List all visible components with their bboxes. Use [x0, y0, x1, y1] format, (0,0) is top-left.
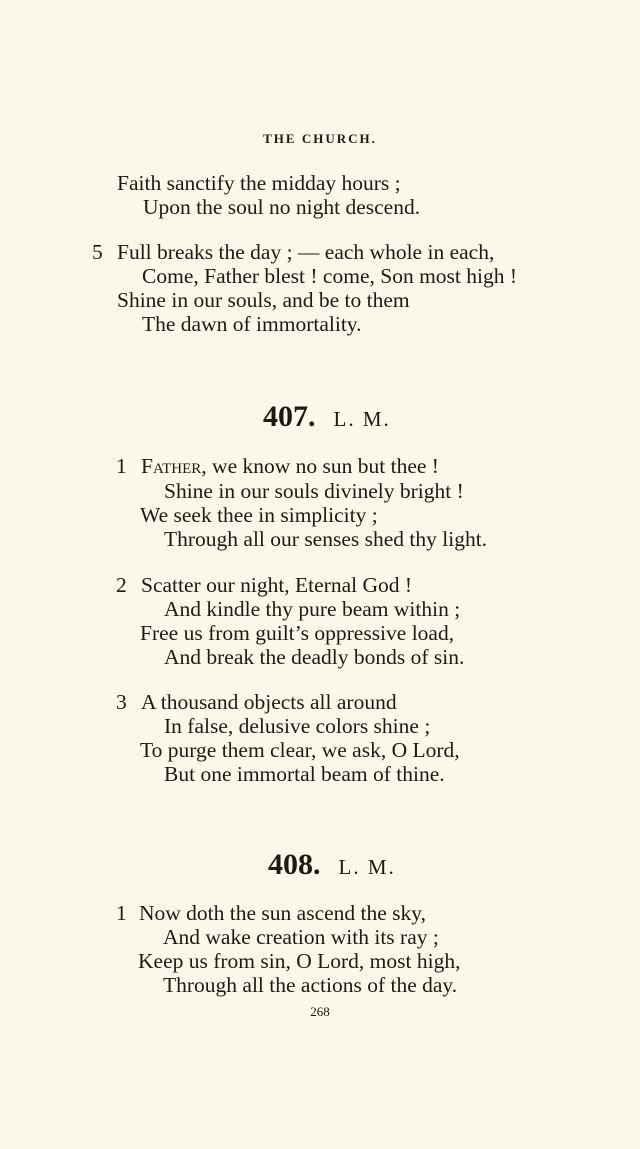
verse-line: Keep us from sin, O Lord, most high,	[138, 949, 461, 973]
verse-line	[141, 456, 439, 478]
verse-line: The dawn of immortality.	[142, 312, 362, 336]
verse-line: Shine in our souls, and be to them	[117, 288, 410, 312]
page-number: 268	[310, 1004, 330, 1019]
stanza-number: 5	[92, 240, 103, 264]
hymn-heading	[263, 402, 391, 432]
verse-line: And break the deadly bonds of sin.	[164, 645, 465, 669]
stanza-number: 1	[116, 454, 127, 478]
verse-line: Scatter our night, Eternal God !	[141, 573, 413, 597]
running-header: THE CHURCH.	[263, 131, 377, 146]
verse-line: Faith sanctify the midday hours ;	[117, 171, 401, 195]
verse-line: Upon the soul no night descend.	[143, 195, 421, 219]
verse-line: Now doth the sun ascend the sky,	[139, 901, 427, 925]
stanza-number: 3	[116, 690, 127, 714]
verse-line: A thousand objects all around	[141, 690, 397, 714]
verse-line: Shine in our souls divinely bright !	[164, 479, 464, 503]
hymn-meter: L. M.	[338, 855, 396, 879]
verse-line: Full breaks the day ; — each whole in each,	[117, 240, 495, 264]
hymn-number: 408.	[268, 848, 321, 881]
stanza-number: 1	[116, 901, 127, 925]
stanza-number: 2	[116, 573, 127, 597]
verse-line: We seek thee in simplicity ;	[140, 503, 378, 527]
verse-line: Free us from guilt’s oppressive load,	[140, 621, 455, 645]
verse-line: Come, Father blest ! come, Son most high !	[142, 264, 518, 288]
verse-line: And kindle thy pure beam within ;	[164, 597, 461, 621]
verse-line: Through all our senses shed thy light.	[164, 527, 488, 551]
hymn-meter: L. M.	[333, 407, 391, 431]
verse-line: To purge them clear, we ask, O Lord,	[140, 738, 460, 762]
verse-line-rest: we know no sun but thee !	[206, 454, 439, 478]
hymn-number: 407.	[263, 400, 316, 433]
hymn-heading	[268, 850, 396, 880]
verse-line: Through all the actions of the day.	[163, 973, 458, 997]
verse-line: And wake creation with its ray ;	[163, 925, 439, 949]
first-word: Father,	[141, 454, 207, 478]
verse-line: But one immortal beam of thine.	[164, 762, 445, 786]
verse-line: In false, delusive colors shine ;	[164, 714, 431, 738]
